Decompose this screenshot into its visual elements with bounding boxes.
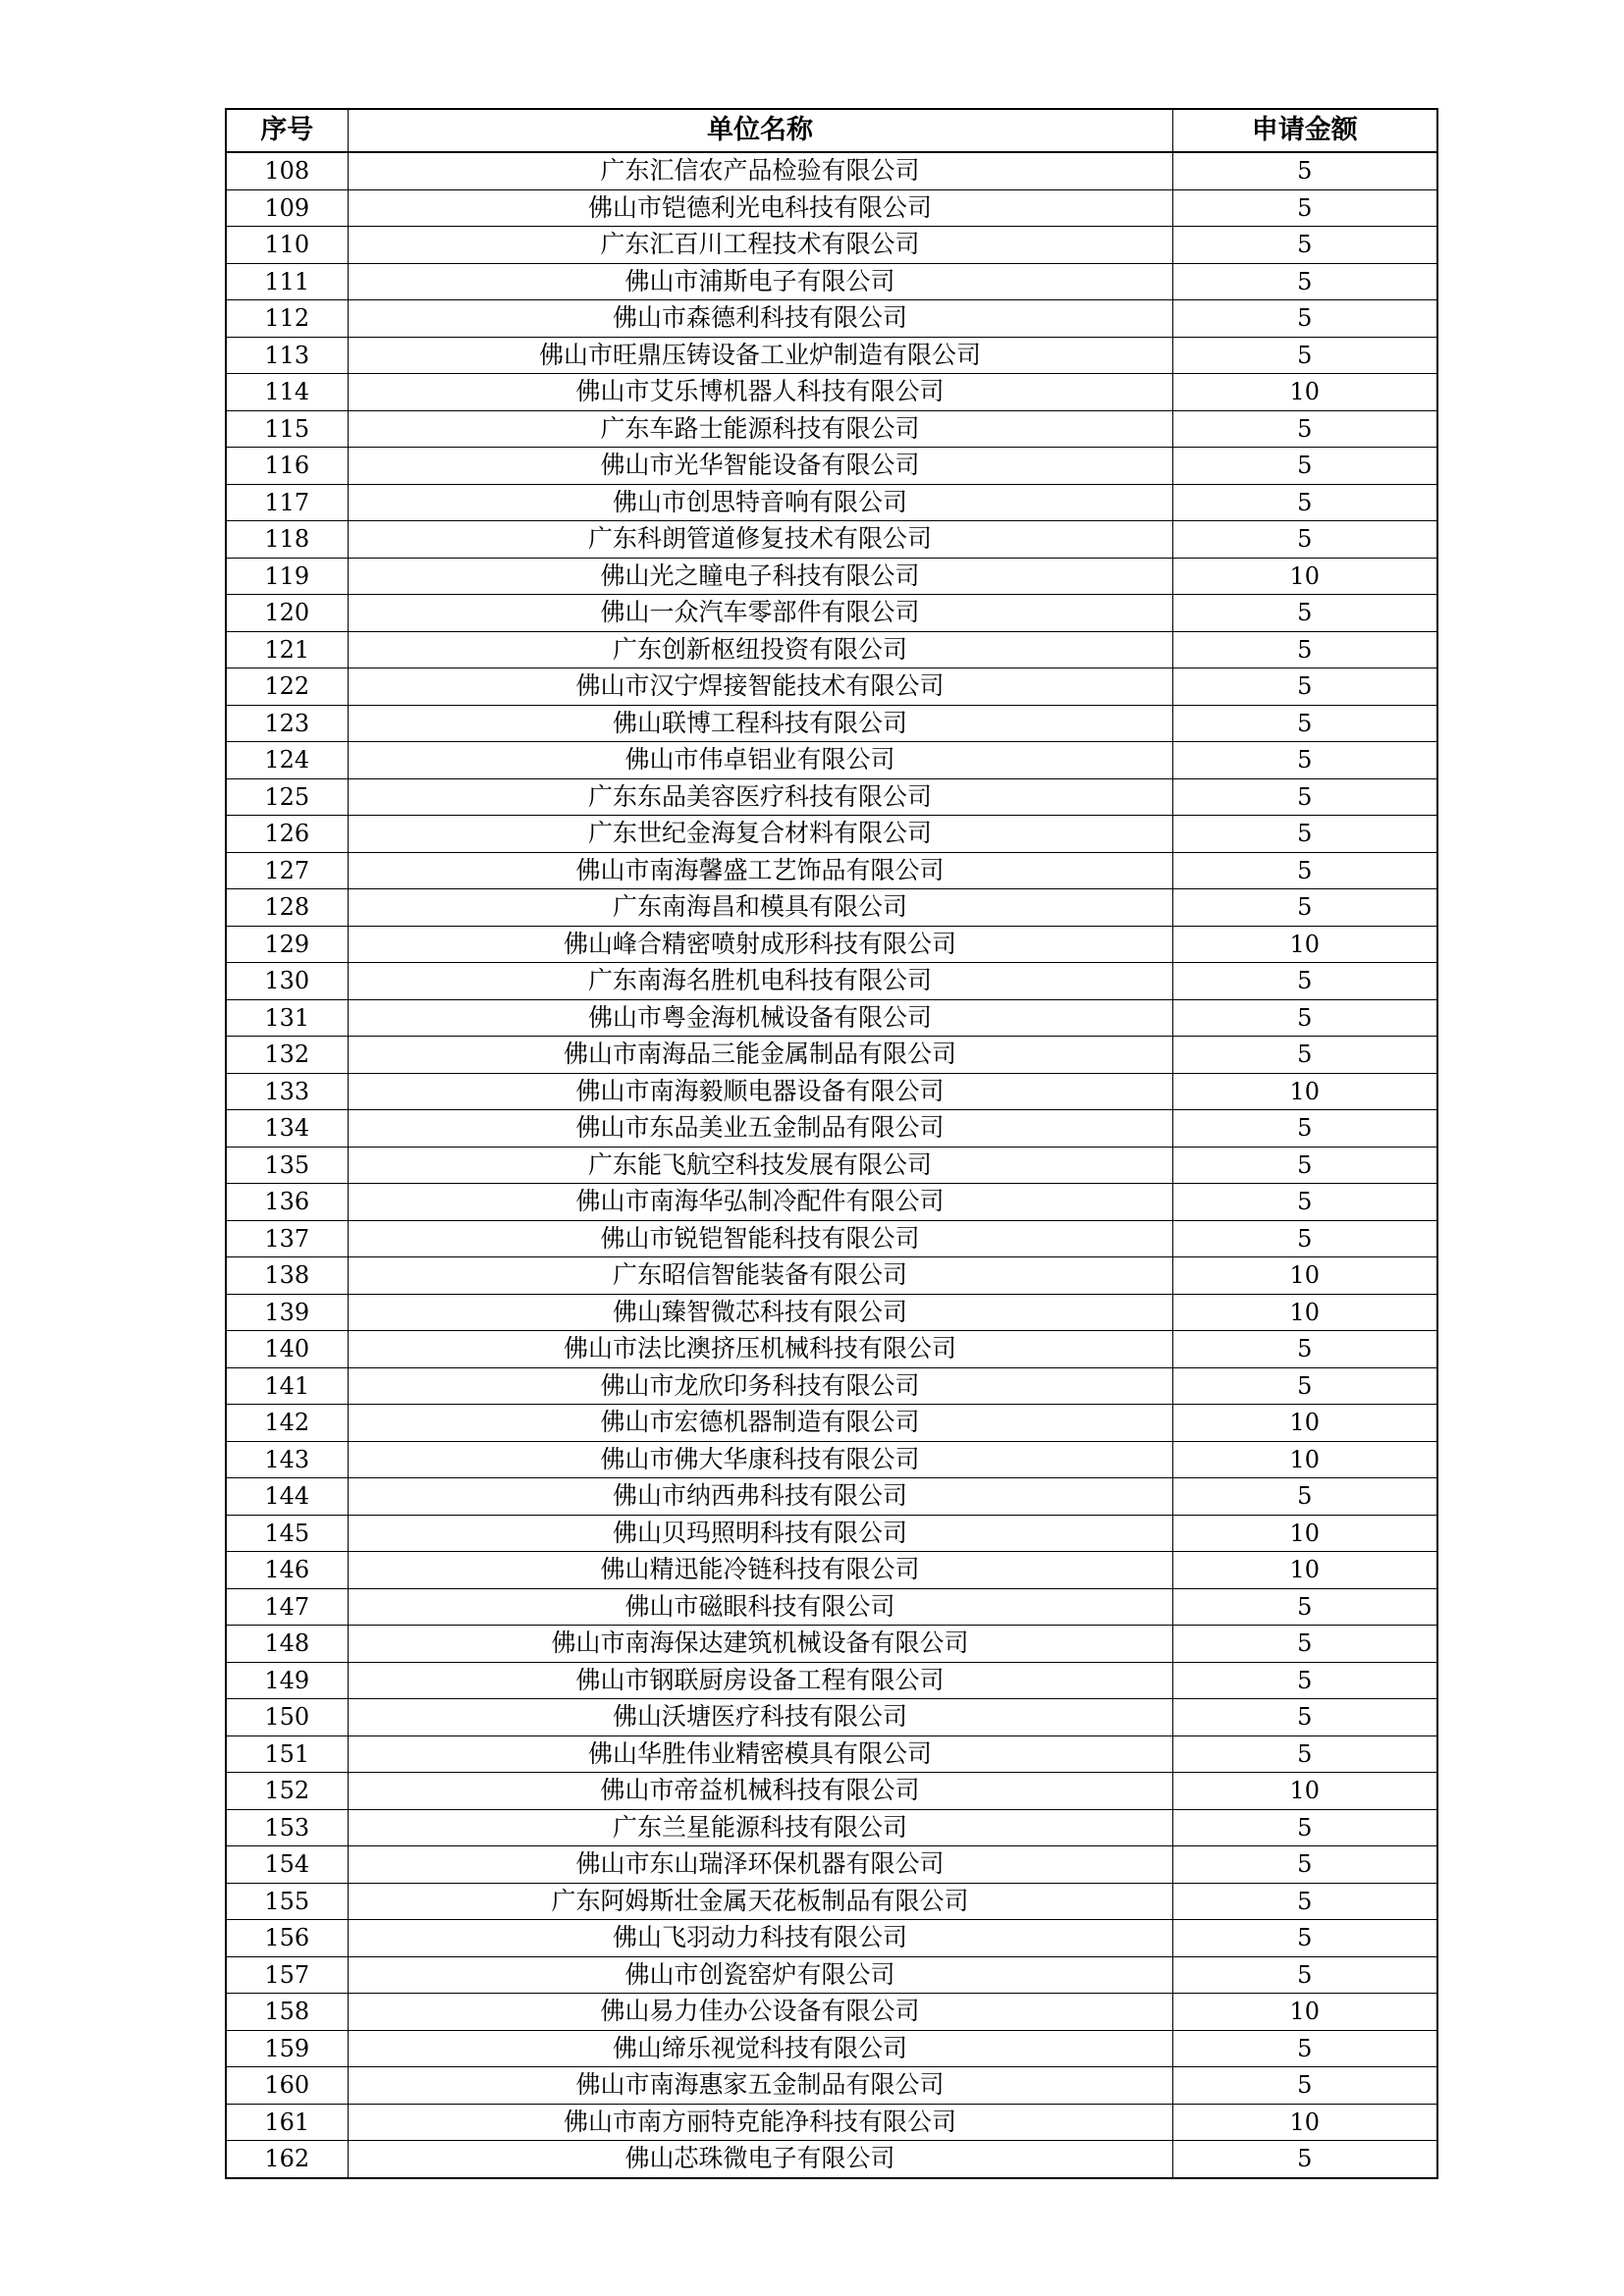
table-row [226, 1809, 1437, 1846]
row-company-name-cell: 佛山市南海毅顺电器设备有限公司 [348, 1073, 1172, 1110]
row-amount-cell: 5 [1172, 631, 1437, 668]
row-amount-cell: 5 [1172, 1220, 1437, 1257]
row-amount-cell: 5 [1172, 1037, 1437, 1074]
row-index-cell: 157 [226, 1956, 348, 1994]
row-index-cell: 118 [226, 521, 348, 559]
table-row [226, 300, 1437, 338]
row-amount-cell: 5 [1172, 999, 1437, 1037]
row-index-cell: 122 [226, 668, 348, 706]
row-company-name-cell: 佛山市东品美业五金制品有限公司 [348, 1110, 1172, 1148]
row-amount-cell: 5 [1172, 816, 1437, 853]
row-amount-cell: 5 [1172, 1331, 1437, 1368]
table-row [226, 742, 1437, 779]
row-index-cell: 114 [226, 374, 348, 411]
funding-table-container [225, 108, 1438, 2179]
row-index-cell: 133 [226, 1073, 348, 1110]
table-row [226, 1478, 1437, 1516]
row-amount-cell: 5 [1172, 152, 1437, 189]
table-row [226, 1037, 1437, 1074]
row-amount-cell: 5 [1172, 1920, 1437, 1957]
table-row [226, 2067, 1437, 2105]
row-company-name-cell: 广东阿姆斯壮金属天花板制品有限公司 [348, 1883, 1172, 1920]
row-company-name-cell: 佛山缔乐视觉科技有限公司 [348, 2030, 1172, 2067]
table-row [226, 1735, 1437, 1773]
table-header [226, 109, 1437, 152]
row-amount-cell: 5 [1172, 448, 1437, 485]
row-index-cell: 108 [226, 152, 348, 189]
row-index-cell: 110 [226, 227, 348, 264]
row-amount-cell: 5 [1172, 1588, 1437, 1626]
row-index-cell: 142 [226, 1405, 348, 1442]
row-index-cell: 161 [226, 2104, 348, 2141]
row-company-name-cell: 广东车路士能源科技有限公司 [348, 410, 1172, 448]
table-row [226, 448, 1437, 485]
row-amount-cell: 10 [1172, 1441, 1437, 1478]
table-row [226, 337, 1437, 374]
row-index-cell: 120 [226, 595, 348, 632]
table-row [226, 152, 1437, 189]
row-company-name-cell: 佛山沃塘医疗科技有限公司 [348, 1699, 1172, 1736]
row-index-cell: 119 [226, 558, 348, 595]
table-row [226, 1994, 1437, 2031]
row-index-cell: 138 [226, 1257, 348, 1295]
row-amount-cell: 5 [1172, 263, 1437, 300]
row-company-name-cell: 广东南海名胜机电科技有限公司 [348, 963, 1172, 1000]
row-index-cell: 112 [226, 300, 348, 338]
table-row [226, 1184, 1437, 1221]
row-index-cell: 160 [226, 2067, 348, 2105]
table-row [226, 926, 1437, 963]
row-amount-cell: 5 [1172, 595, 1437, 632]
row-index-cell: 130 [226, 963, 348, 1000]
row-amount-cell: 5 [1172, 521, 1437, 559]
row-amount-cell: 10 [1172, 1257, 1437, 1295]
row-amount-cell: 5 [1172, 189, 1437, 227]
row-amount-cell: 5 [1172, 1184, 1437, 1221]
table-row [226, 1883, 1437, 1920]
table-row [226, 189, 1437, 227]
row-amount-cell: 5 [1172, 484, 1437, 521]
table-row [226, 263, 1437, 300]
row-index-cell: 128 [226, 889, 348, 927]
row-amount-cell: 5 [1172, 1809, 1437, 1846]
row-amount-cell: 5 [1172, 668, 1437, 706]
row-amount-cell: 10 [1172, 558, 1437, 595]
table-row [226, 2104, 1437, 2141]
row-company-name-cell: 佛山市艾乐博机器人科技有限公司 [348, 374, 1172, 411]
table-row [226, 1956, 1437, 1994]
row-amount-cell: 5 [1172, 1478, 1437, 1516]
table-row [226, 852, 1437, 889]
row-company-name-cell: 广东创新枢纽投资有限公司 [348, 631, 1172, 668]
table-row [226, 227, 1437, 264]
row-company-name-cell: 佛山市南海华弘制冷配件有限公司 [348, 1184, 1172, 1221]
row-company-name-cell: 佛山芯珠微电子有限公司 [348, 2141, 1172, 2178]
row-index-cell: 148 [226, 1626, 348, 1663]
row-index-cell: 124 [226, 742, 348, 779]
row-amount-cell: 5 [1172, 1626, 1437, 1663]
row-company-name-cell: 佛山市南海品三能金属制品有限公司 [348, 1037, 1172, 1074]
table-row [226, 1331, 1437, 1368]
table-row [226, 963, 1437, 1000]
row-company-name-cell: 广东南海昌和模具有限公司 [348, 889, 1172, 927]
row-company-name-cell: 佛山市宏德机器制造有限公司 [348, 1405, 1172, 1442]
row-company-name-cell: 佛山市粤金海机械设备有限公司 [348, 999, 1172, 1037]
row-index-cell: 116 [226, 448, 348, 485]
row-index-cell: 135 [226, 1147, 348, 1184]
row-amount-cell: 5 [1172, 2141, 1437, 2178]
table-row [226, 1294, 1437, 1331]
row-amount-cell: 5 [1172, 1735, 1437, 1773]
row-company-name-cell: 佛山一众汽车零部件有限公司 [348, 595, 1172, 632]
table-row [226, 668, 1437, 706]
table-row [226, 1257, 1437, 1295]
row-company-name-cell: 佛山市森德利科技有限公司 [348, 300, 1172, 338]
row-amount-cell: 10 [1172, 926, 1437, 963]
header-company-name: 单位名称 [348, 109, 1172, 152]
row-amount-cell: 10 [1172, 1294, 1437, 1331]
table-row [226, 1367, 1437, 1405]
row-company-name-cell: 佛山市佛大华康科技有限公司 [348, 1441, 1172, 1478]
row-amount-cell: 5 [1172, 1883, 1437, 1920]
row-amount-cell: 5 [1172, 852, 1437, 889]
table-row [226, 1699, 1437, 1736]
row-amount-cell: 5 [1172, 1662, 1437, 1699]
row-company-name-cell: 佛山市创思特音响有限公司 [348, 484, 1172, 521]
row-index-cell: 115 [226, 410, 348, 448]
table-row [226, 1626, 1437, 1663]
header-amount: 申请金额 [1172, 109, 1437, 152]
row-index-cell: 121 [226, 631, 348, 668]
row-company-name-cell: 佛山市汉宁焊接智能技术有限公司 [348, 668, 1172, 706]
table-row [226, 1515, 1437, 1552]
row-amount-cell: 5 [1172, 1367, 1437, 1405]
table-row [226, 778, 1437, 816]
row-company-name-cell: 佛山市锐铠智能科技有限公司 [348, 1220, 1172, 1257]
row-index-cell: 134 [226, 1110, 348, 1148]
row-index-cell: 123 [226, 705, 348, 742]
row-index-cell: 151 [226, 1735, 348, 1773]
row-company-name-cell: 佛山市浦斯电子有限公司 [348, 263, 1172, 300]
row-amount-cell: 5 [1172, 963, 1437, 1000]
row-company-name-cell: 佛山市旺鼎压铸设备工业炉制造有限公司 [348, 337, 1172, 374]
row-index-cell: 158 [226, 1994, 348, 2031]
row-amount-cell: 10 [1172, 1073, 1437, 1110]
row-index-cell: 137 [226, 1220, 348, 1257]
row-company-name-cell: 佛山市伟卓铝业有限公司 [348, 742, 1172, 779]
table-row [226, 1220, 1437, 1257]
row-company-name-cell: 佛山市铠德利光电科技有限公司 [348, 189, 1172, 227]
row-company-name-cell: 佛山贝玛照明科技有限公司 [348, 1515, 1172, 1552]
row-company-name-cell: 佛山光之瞳电子科技有限公司 [348, 558, 1172, 595]
table-row [226, 1662, 1437, 1699]
row-company-name-cell: 广东兰星能源科技有限公司 [348, 1809, 1172, 1846]
row-index-cell: 150 [226, 1699, 348, 1736]
row-amount-cell: 5 [1172, 889, 1437, 927]
row-amount-cell: 10 [1172, 1552, 1437, 1589]
table-row [226, 595, 1437, 632]
row-amount-cell: 5 [1172, 742, 1437, 779]
row-index-cell: 131 [226, 999, 348, 1037]
funding-table [225, 108, 1438, 2179]
table-row [226, 1405, 1437, 1442]
row-company-name-cell: 佛山臻智微芯科技有限公司 [348, 1294, 1172, 1331]
row-company-name-cell: 广东昭信智能装备有限公司 [348, 1257, 1172, 1295]
row-index-cell: 156 [226, 1920, 348, 1957]
row-company-name-cell: 佛山精迅能冷链科技有限公司 [348, 1552, 1172, 1589]
row-amount-cell: 5 [1172, 337, 1437, 374]
row-amount-cell: 5 [1172, 778, 1437, 816]
row-index-cell: 141 [226, 1367, 348, 1405]
row-amount-cell: 5 [1172, 705, 1437, 742]
table-row [226, 410, 1437, 448]
row-company-name-cell: 佛山市南海馨盛工艺饰品有限公司 [348, 852, 1172, 889]
row-amount-cell: 10 [1172, 1773, 1437, 1810]
table-row [226, 1073, 1437, 1110]
row-index-cell: 144 [226, 1478, 348, 1516]
row-index-cell: 129 [226, 926, 348, 963]
table-row [226, 816, 1437, 853]
header-index: 序号 [226, 109, 348, 152]
row-company-name-cell: 佛山市东山瑞泽环保机器有限公司 [348, 1846, 1172, 1884]
table-row [226, 1846, 1437, 1884]
row-index-cell: 126 [226, 816, 348, 853]
row-index-cell: 145 [226, 1515, 348, 1552]
table-row [226, 2141, 1437, 2178]
row-index-cell: 127 [226, 852, 348, 889]
row-index-cell: 111 [226, 263, 348, 300]
table-row [226, 1110, 1437, 1148]
row-amount-cell: 5 [1172, 1956, 1437, 1994]
row-index-cell: 140 [226, 1331, 348, 1368]
row-company-name-cell: 佛山华胜伟业精密模具有限公司 [348, 1735, 1172, 1773]
row-amount-cell: 5 [1172, 1846, 1437, 1884]
header-row [226, 109, 1437, 152]
row-index-cell: 125 [226, 778, 348, 816]
row-amount-cell: 10 [1172, 1994, 1437, 2031]
row-amount-cell: 5 [1172, 2030, 1437, 2067]
row-amount-cell: 10 [1172, 374, 1437, 411]
row-index-cell: 113 [226, 337, 348, 374]
row-company-name-cell: 佛山市磁眼科技有限公司 [348, 1588, 1172, 1626]
row-index-cell: 132 [226, 1037, 348, 1074]
table-row [226, 521, 1437, 559]
table-row [226, 1552, 1437, 1589]
row-amount-cell: 10 [1172, 2104, 1437, 2141]
row-amount-cell: 5 [1172, 1699, 1437, 1736]
row-amount-cell: 10 [1172, 1405, 1437, 1442]
table-row [226, 558, 1437, 595]
row-company-name-cell: 佛山市帝益机械科技有限公司 [348, 1773, 1172, 1810]
table-row [226, 999, 1437, 1037]
table-row [226, 631, 1437, 668]
row-company-name-cell: 佛山市钢联厨房设备工程有限公司 [348, 1662, 1172, 1699]
row-index-cell: 147 [226, 1588, 348, 1626]
row-index-cell: 155 [226, 1883, 348, 1920]
row-company-name-cell: 广东科朗管道修复技术有限公司 [348, 521, 1172, 559]
row-index-cell: 162 [226, 2141, 348, 2178]
row-company-name-cell: 佛山市法比澳挤压机械科技有限公司 [348, 1331, 1172, 1368]
row-index-cell: 139 [226, 1294, 348, 1331]
row-amount-cell: 5 [1172, 1147, 1437, 1184]
row-company-name-cell: 佛山市南海惠家五金制品有限公司 [348, 2067, 1172, 2105]
row-amount-cell: 5 [1172, 2067, 1437, 2105]
row-company-name-cell: 广东汇百川工程技术有限公司 [348, 227, 1172, 264]
table-row [226, 1588, 1437, 1626]
row-company-name-cell: 佛山易力佳办公设备有限公司 [348, 1994, 1172, 2031]
row-index-cell: 153 [226, 1809, 348, 1846]
row-company-name-cell: 佛山市龙欣印务科技有限公司 [348, 1367, 1172, 1405]
row-company-name-cell: 广东世纪金海复合材料有限公司 [348, 816, 1172, 853]
row-index-cell: 136 [226, 1184, 348, 1221]
row-company-name-cell: 广东东品美容医疗科技有限公司 [348, 778, 1172, 816]
row-company-name-cell: 佛山市纳西弗科技有限公司 [348, 1478, 1172, 1516]
row-amount-cell: 10 [1172, 1515, 1437, 1552]
row-index-cell: 117 [226, 484, 348, 521]
table-row [226, 2030, 1437, 2067]
row-index-cell: 143 [226, 1441, 348, 1478]
table-row [226, 1441, 1437, 1478]
row-company-name-cell: 佛山飞羽动力科技有限公司 [348, 1920, 1172, 1957]
row-index-cell: 109 [226, 189, 348, 227]
table-row [226, 705, 1437, 742]
row-company-name-cell: 佛山市光华智能设备有限公司 [348, 448, 1172, 485]
row-index-cell: 159 [226, 2030, 348, 2067]
table-row [226, 1147, 1437, 1184]
row-company-name-cell: 广东能飞航空科技发展有限公司 [348, 1147, 1172, 1184]
row-index-cell: 154 [226, 1846, 348, 1884]
table-row [226, 1920, 1437, 1957]
row-index-cell: 149 [226, 1662, 348, 1699]
row-company-name-cell: 佛山市创瓷窑炉有限公司 [348, 1956, 1172, 1994]
row-amount-cell: 5 [1172, 300, 1437, 338]
table-row [226, 374, 1437, 411]
row-index-cell: 152 [226, 1773, 348, 1810]
row-amount-cell: 5 [1172, 410, 1437, 448]
row-company-name-cell: 佛山联博工程科技有限公司 [348, 705, 1172, 742]
row-index-cell: 146 [226, 1552, 348, 1589]
table-body [226, 152, 1437, 2178]
row-amount-cell: 5 [1172, 1110, 1437, 1148]
row-company-name-cell: 佛山市南方丽特克能净科技有限公司 [348, 2104, 1172, 2141]
row-amount-cell: 5 [1172, 227, 1437, 264]
row-company-name-cell: 佛山峰合精密喷射成形科技有限公司 [348, 926, 1172, 963]
table-row [226, 889, 1437, 927]
row-company-name-cell: 佛山市南海保达建筑机械设备有限公司 [348, 1626, 1172, 1663]
table-row [226, 1773, 1437, 1810]
table-row [226, 484, 1437, 521]
row-company-name-cell: 广东汇信农产品检验有限公司 [348, 152, 1172, 189]
